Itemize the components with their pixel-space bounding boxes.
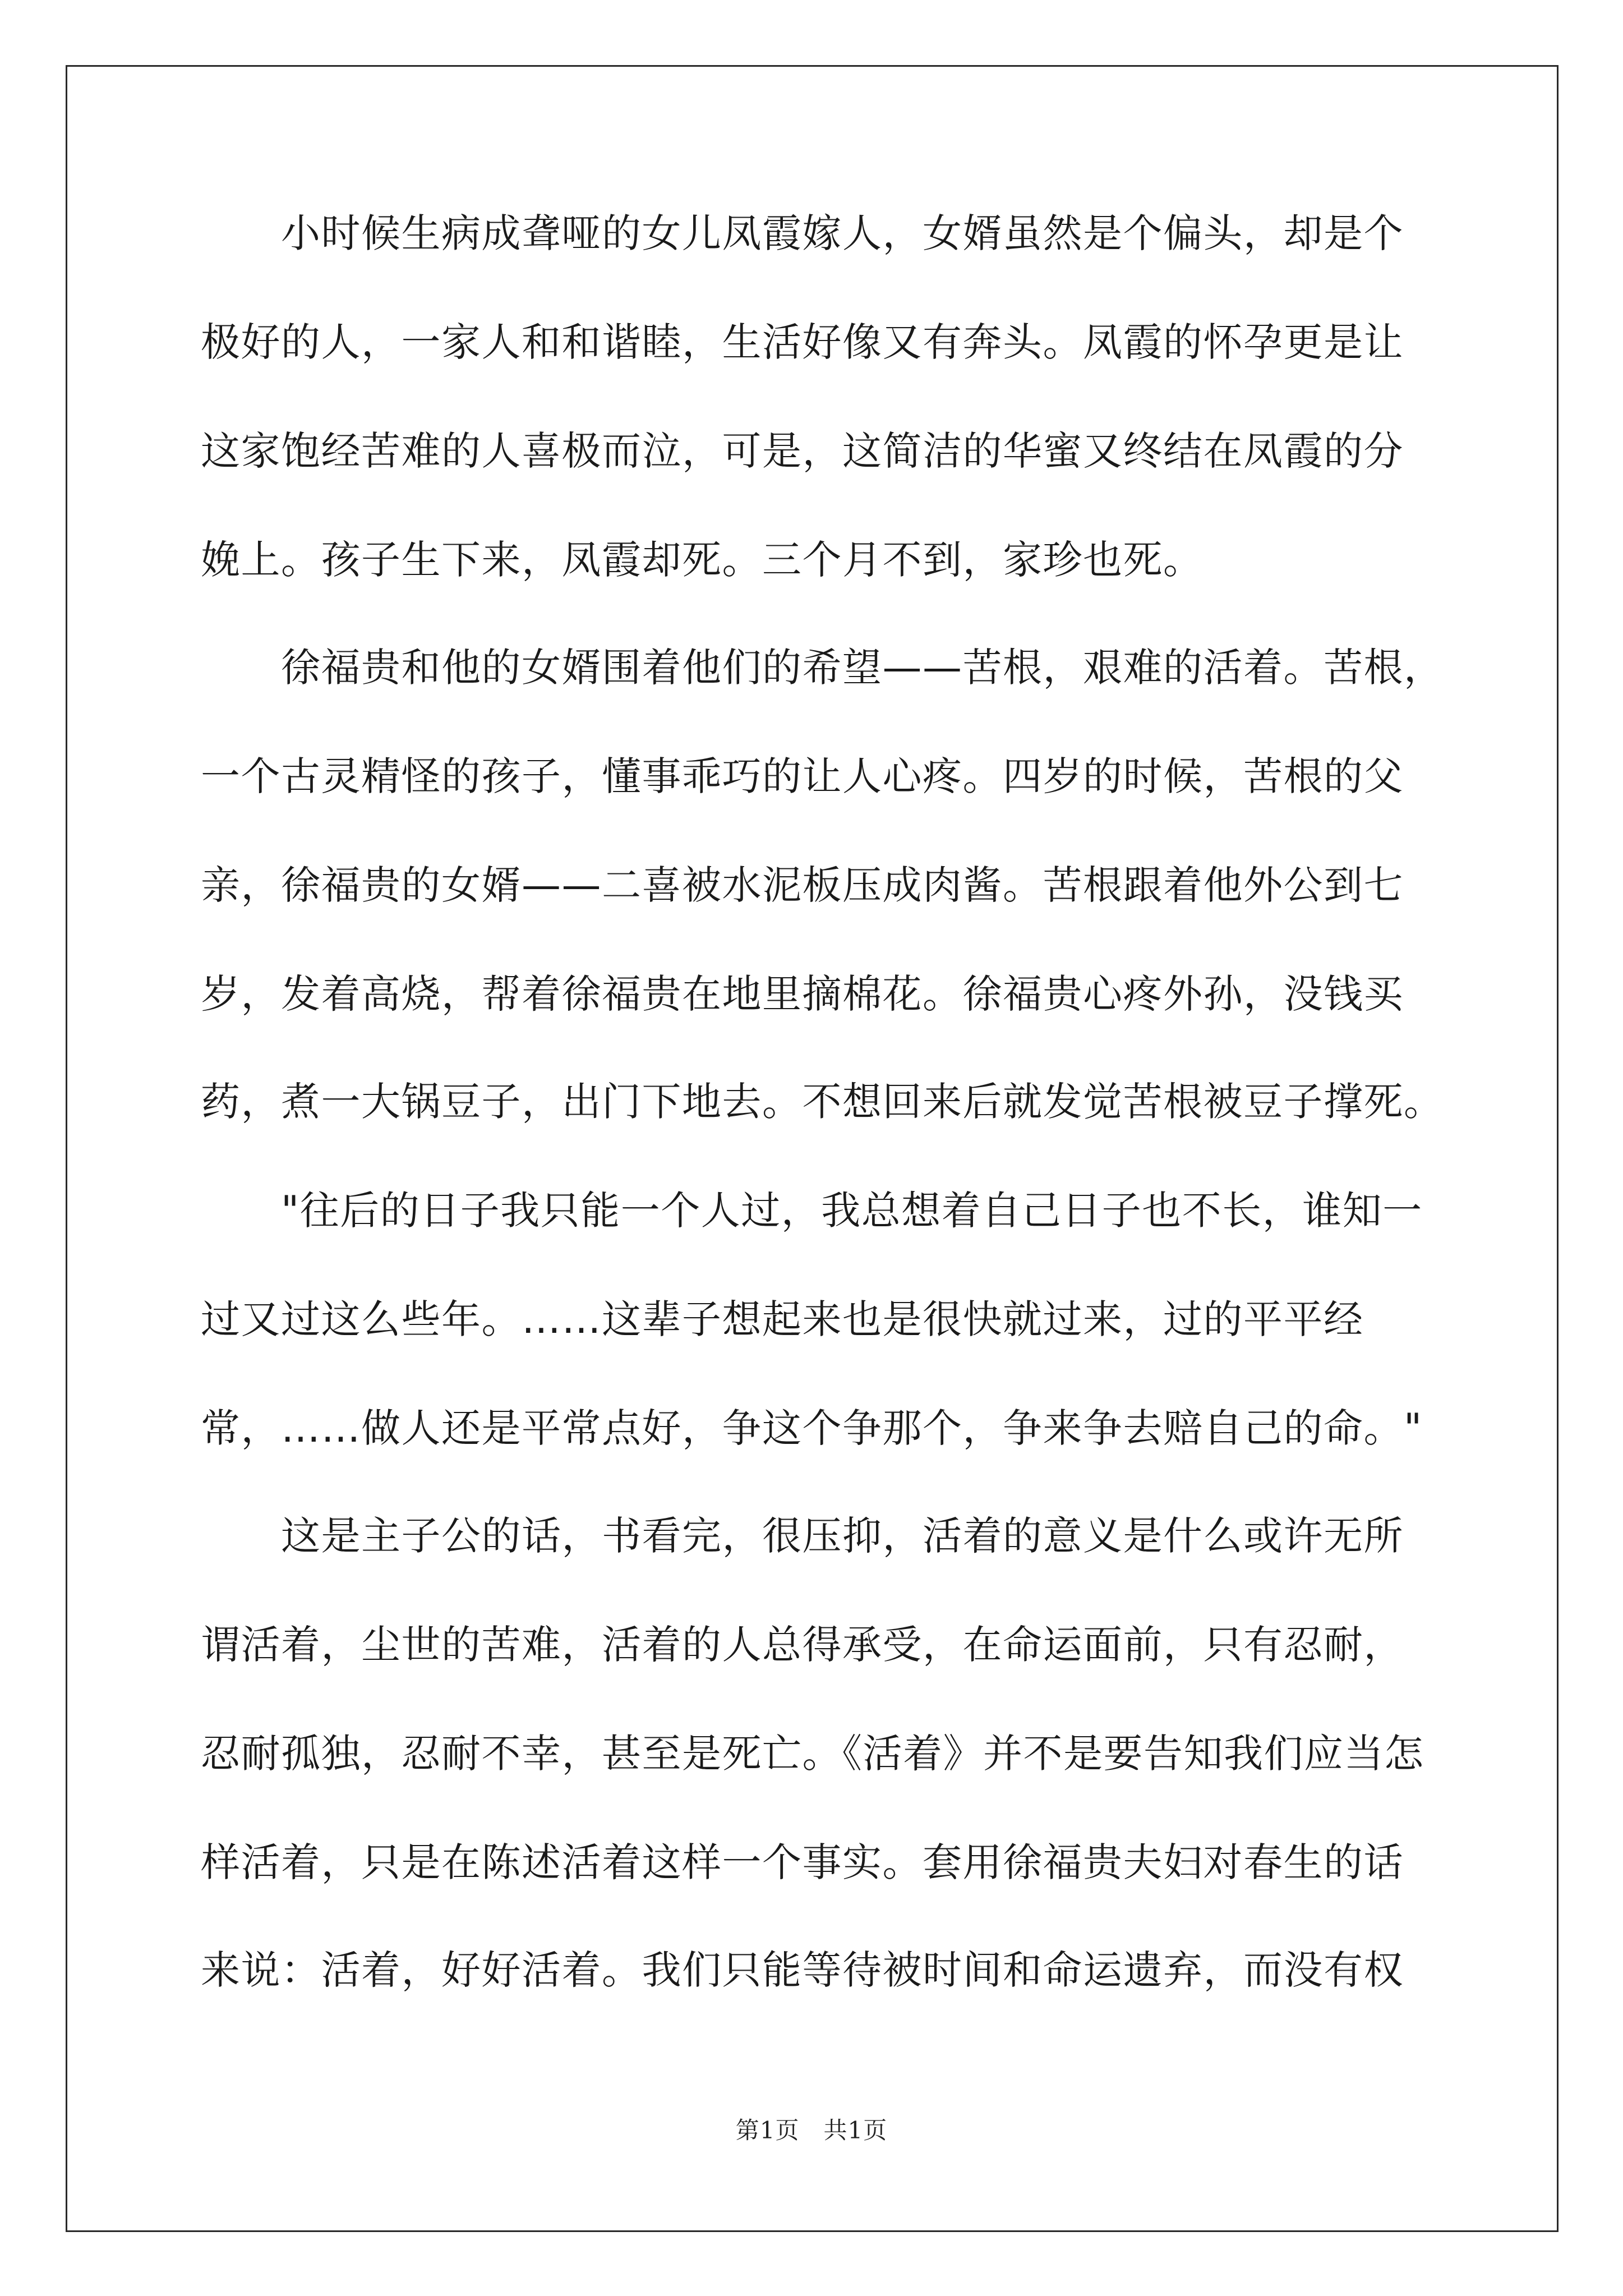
text-line: 这家饱经苦难的人喜极而泣，可是，这简洁的华蜜又终结在凤霞的分 [201,428,1404,474]
text-line: 谓活着，尘世的苦难，活着的人总得承受，在命运面前，只有忍耐， [201,1622,1404,1668]
page-number-footer: 第1页 共1页 [735,2116,888,2144]
page-border [66,65,1559,2232]
text-line: 药，煮一大锅豆子，出门下地去。不想回来后就发觉苦根被豆子撑死。 [201,1079,1444,1125]
text-line: 徐福贵和他的女婿围着他们的希望——苦根，艰难的活着。苦根， [201,645,1444,691]
text-line: 过又过这么些年。……这辈子想起来也是很快就过来，过的平平经 [201,1296,1364,1342]
text-line: 岁，发着高烧，帮着徐福贵在地里摘棉花。徐福贵心疼外孙，没钱买 [201,971,1404,1017]
text-line: 常，……做人还是平常点好，争这个争那个，争来争去赔自己的命。" [201,1405,1423,1451]
text-line: 忍耐孤独，忍耐不幸，甚至是死亡。《活着》并不是要告知我们应当怎 [201,1731,1424,1777]
text-line: 这是主子公的话，书看完，很压抑，活着的意义是什么或许无所 [201,1513,1404,1559]
text-line: 小时候生病成聋哑的女儿凤霞嫁人，女婿虽然是个偏头，却是个 [201,210,1404,256]
text-line: 样活着，只是在陈述活着这样一个事实。套用徐福贵夫妇对春生的话 [201,1839,1404,1885]
text-line: 来说：活着，好好活着。我们只能等待被时间和命运遗弃，而没有权 [201,1947,1404,1993]
text-line: "往后的日子我只能一个人过，我总想着自己日子也不长，谁知一 [201,1188,1423,1234]
text-line: 娩上。孩子生下来，凤霞却死。三个月不到，家珍也死。 [201,537,1204,583]
text-line: 亲，徐福贵的女婿——二喜被水泥板压成肉酱。苦根跟着他外公到七 [201,862,1404,908]
text-line: 一个古灵精怪的孩子，懂事乖巧的让人心疼。四岁的时候，苦根的父 [201,753,1404,799]
text-line: 极好的人，一家人和和谐睦，生活好像又有奔头。凤霞的怀孕更是让 [201,319,1404,365]
